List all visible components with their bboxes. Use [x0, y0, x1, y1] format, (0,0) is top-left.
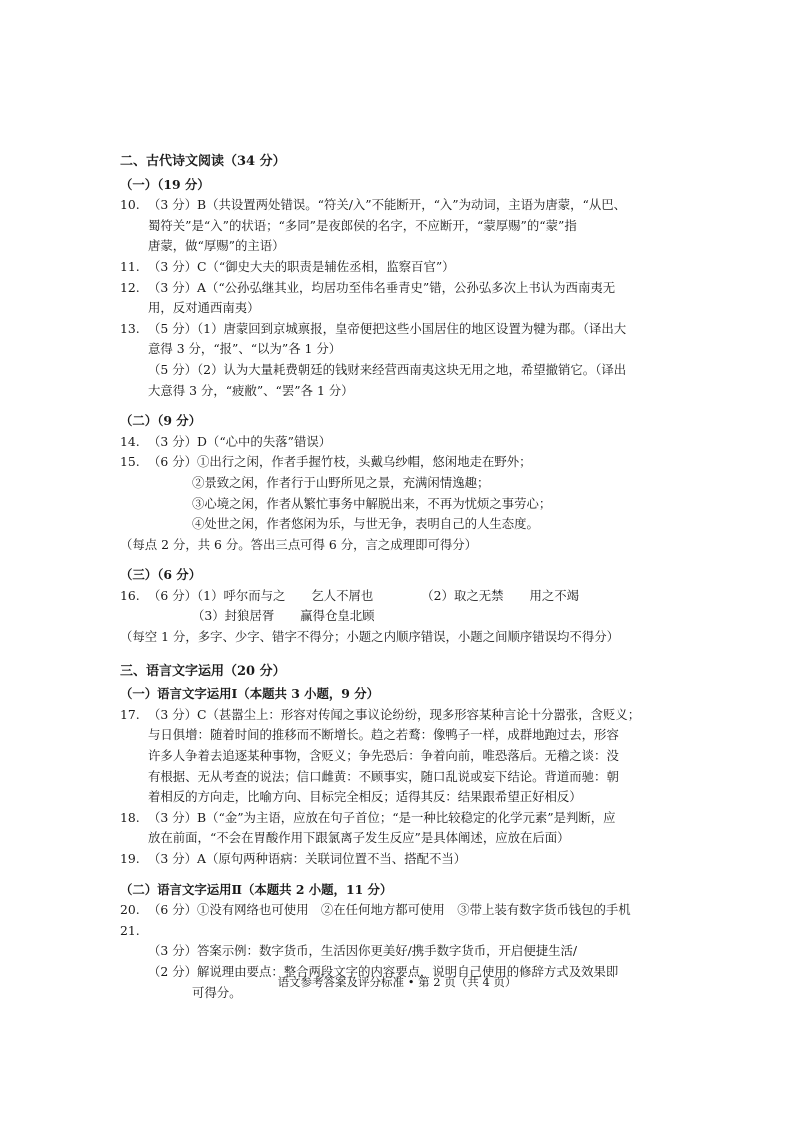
- answer-line: ③心境之闲，作者从繁忙事务中解脱出来，不再为忧烦之事劳心；: [192, 495, 552, 511]
- blank-answer: （6 分）（1）呼尔而与之: [148, 587, 286, 603]
- answer-line: （3 分）B（共设置两处错误。“符关/入”不能断开，“入”为动词，主语为唐蒙，“从巴、: [148, 197, 627, 213]
- answer-13: [120, 319, 680, 401]
- answer-line: 蜀符关”是“入”的状语；“多同”是夜郎侯的名字，不应断开，“蒙厚赐”的“蒙”指: [148, 217, 577, 233]
- answer-21: [120, 921, 680, 1003]
- answer-line: 有根据、无从考查的说法；信口雌黄：不顾事实，随口乱说或妄下结论。背道而驰：朝: [148, 768, 619, 784]
- answer-18: [120, 808, 680, 849]
- answer-11: [120, 257, 680, 278]
- answer-line: （5 分）（1）唐蒙回到京城禀报，皇帝便把这些小国居住的地区设置为犍为郡。（译出大: [148, 320, 627, 336]
- page-footer: 语文参考答案及评分标准 • 第 2 页（共 4 页）: [277, 975, 517, 989]
- answer-line: 与日俱增：随着时间的推移而不断增长。趋之若鹜：像鸭子一样，成群地跑过去，形容: [148, 727, 619, 743]
- section-3-title: 三、语言文字运用（20 分）: [120, 663, 286, 679]
- answer-10: [120, 195, 680, 257]
- question-number: 15.: [120, 454, 140, 470]
- answer-line: 许多人争着去追逐某种事物，含贬义；争先恐后：争着向前，唯恐落后。无稽之谈：没: [148, 748, 619, 764]
- question-number: 13.: [120, 320, 140, 336]
- part-3-title: （三）（6 分）: [120, 567, 202, 583]
- answer-line: （6 分）①出行之闲，作者手握竹枝，头戴乌纱帽，悠闲地走在野外；: [148, 454, 532, 470]
- blank-answer: （2）取之无禁: [421, 587, 504, 603]
- question-number: 10.: [120, 197, 140, 213]
- answer-12: [120, 278, 680, 319]
- part-2-title: （二）语言文字运用Ⅱ（本题共 2 小题，11 分）: [120, 881, 393, 897]
- blank-answer: （3）封狼居胥: [192, 608, 275, 624]
- blank-answer: 乞人不屑也: [311, 587, 374, 603]
- answer-line: （6 分）①没有网络也可使用 ②在任何地方都可使用 ③带上装有数字货币钱包的手机: [148, 902, 631, 918]
- part-2-title: （二）（9 分）: [120, 413, 202, 429]
- answer-line: （3 分）C（“御史大夫的职责是辅佐丞相，监察百官”）: [148, 258, 455, 274]
- answer-line: ②景致之闲，作者行于山野所见之景，充满闲情逸趣；: [192, 474, 490, 490]
- answer-line: [148, 586, 680, 607]
- answer-line: 大意得 3 分，“疲敝”、“罢”各 1 分）: [148, 382, 354, 398]
- answer-16: [120, 586, 680, 627]
- blank-answer: 用之不竭: [529, 587, 580, 603]
- answer-line: （5 分）（2）认为大量耗费朝廷的钱财来经营西南夷这块无用之地，希望撤销它。（译出: [148, 361, 627, 377]
- answer-line: （3 分）D（“心中的失落”错误）: [148, 433, 332, 449]
- question-number: 12.: [120, 279, 140, 295]
- answer-19: [120, 849, 680, 870]
- part-1-title: （一）（19 分）: [120, 176, 210, 192]
- question-number: 21.: [120, 922, 140, 938]
- question-number: 18.: [120, 809, 140, 825]
- answer-line: （2 分）解说理由要点：整合两段文字的内容要点，说明自己使用的修辞方式及效果即: [148, 963, 619, 979]
- answer-line: 着相反的方向走，比喻方向、目标完全相反；适得其反：结果跟希望正好相反）: [148, 789, 582, 805]
- question-number: 14.: [120, 433, 140, 449]
- answer-content: [120, 150, 680, 1003]
- part-1-title: （一）语言文字运用Ⅰ（本题共 3 小题，9 分）: [120, 686, 380, 702]
- blank-answer: 赢得仓皇北顾: [300, 608, 375, 624]
- scoring-note: （每空 1 分，多字、少字、错字不得分；小题之内顺序错误，小题之间顺序错误均不得分）: [120, 629, 619, 645]
- answer-line: （3 分）C（甚嚣尘上：形容对传闻之事议论纷纷，现多形容某种言论十分嚣张，含贬义；: [148, 706, 641, 722]
- answer-line: 唐蒙，做“厚赐”的主语）: [148, 238, 285, 254]
- answer-14: [120, 432, 680, 453]
- scoring-note: （每点 2 分，共 6 分。答出三点可得 6 分，言之成理即可得分）: [120, 536, 478, 552]
- answer-17: [120, 705, 680, 808]
- question-number: 19.: [120, 851, 140, 866]
- answer-20: [120, 900, 680, 921]
- answer-line: ④处世之闲，作者悠闲为乐，与世无争，表明自己的人生态度。: [192, 516, 539, 532]
- answer-line: （3 分）A（原句两种语病：关联词位置不当、搭配不当）: [148, 851, 467, 866]
- answer-line: 可得分。: [192, 984, 242, 1000]
- answer-line: 用，反对通西南夷）: [148, 300, 260, 316]
- section-2-title: 二、古代诗文阅读（34 分）: [120, 154, 286, 169]
- answer-line: （3 分）A（“公孙弘继其业，均居功至伟名垂青史”错，公孙弘多次上书认为西南夷无: [148, 279, 616, 295]
- answer-line: 意得 3 分，“报”、“以为”各 1 分）: [148, 341, 342, 357]
- answer-line: 放在前面，“不会在胃酸作用下跟氯离子发生反应”是具体阐述，应放在后面）: [148, 830, 570, 846]
- answer-15: [120, 452, 680, 534]
- question-number: 17.: [120, 706, 140, 722]
- question-number: 11.: [120, 258, 140, 274]
- answer-line: （3 分）答案示例：数字货币，生活因你更美好/携手数字货币，开启便捷生活/: [148, 943, 578, 959]
- question-number: 20.: [120, 902, 140, 918]
- question-number: 16.: [120, 587, 140, 603]
- answer-line: [148, 606, 680, 627]
- answer-line: （3 分）B（“金”为主语，应放在句子首位；“是一种比较稳定的化学元素”是判断，应: [148, 809, 616, 825]
